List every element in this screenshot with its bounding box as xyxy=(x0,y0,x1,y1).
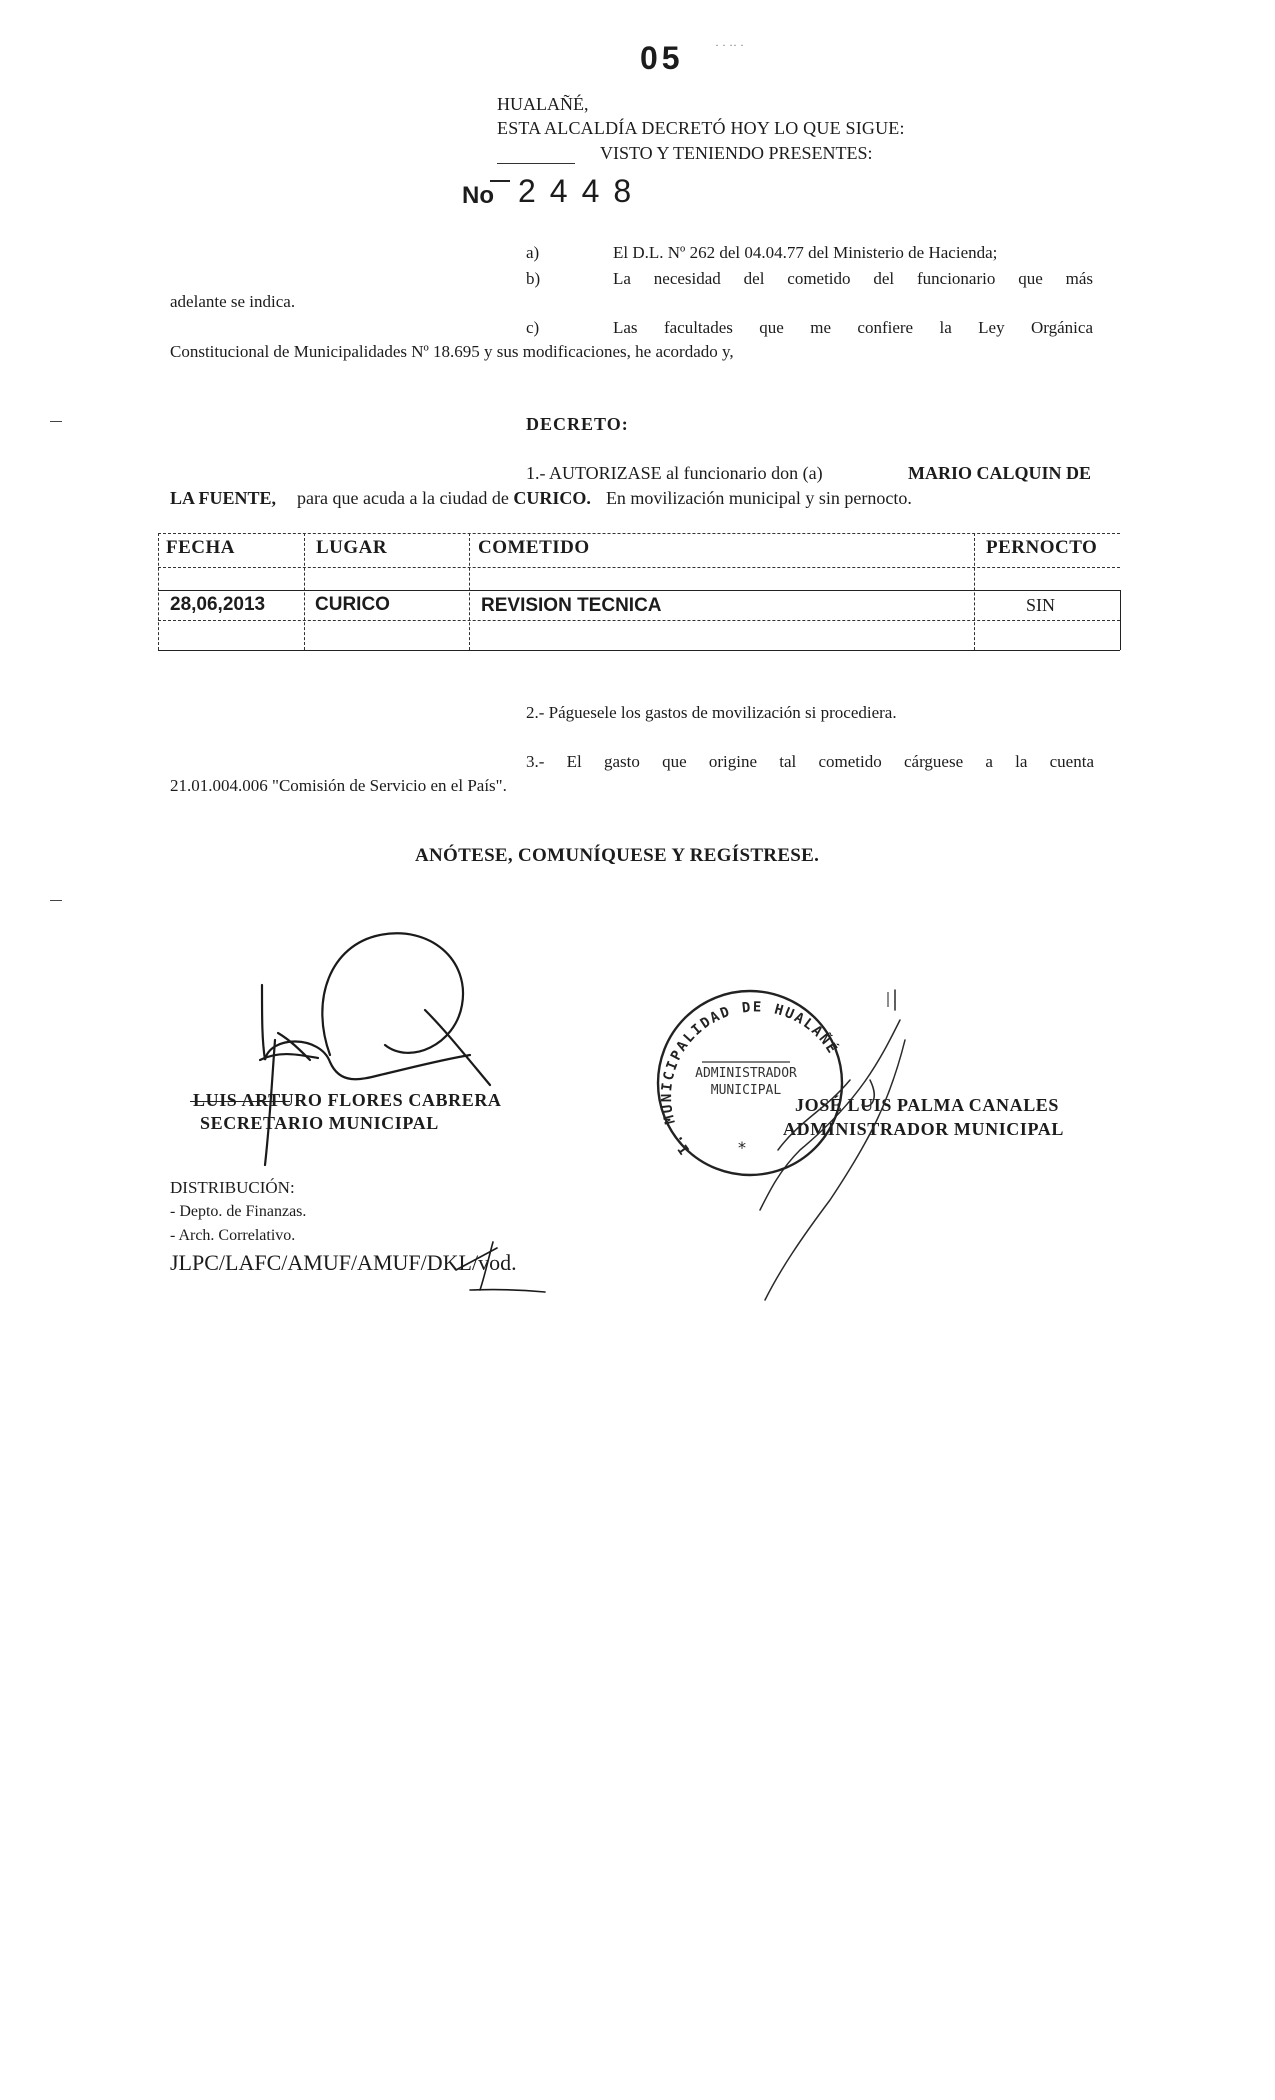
table-cell-pernocto: SIN xyxy=(1026,595,1056,615)
stamp-number: 05 xyxy=(640,40,684,76)
left-signatory-title: SECRETARIO MUNICIPAL xyxy=(200,1113,439,1133)
table-cell-lugar: CURICO xyxy=(315,594,390,615)
visto-b-line2: adelante se indica. xyxy=(170,292,296,311)
seal-star-icon: * xyxy=(738,1138,746,1157)
decreto-p3-line1: 3.- El gasto que origine tal cometido cárguese a la cuenta xyxy=(526,752,1094,771)
column-header-pernocto: PERNOCTO xyxy=(986,537,1098,558)
visto-c-line2: Constitucional de Municipalidades Nº 18.695 y sus modificaciones, he acordado y, xyxy=(170,342,734,361)
right-signature xyxy=(760,990,905,1300)
decreto-p1-mid: para que acuda a la ciudad de xyxy=(297,488,509,508)
decreto-p2: 2.- Páguesele los gastos de movilización si procediera. xyxy=(526,703,897,722)
decreto-p1-tail: En movilización municipal y sin pernocto. xyxy=(605,488,912,508)
table-cell-fecha: 28,06,2013 xyxy=(170,594,266,615)
visto-c-line1: Las facultades que me confiere la Ley Orgánica xyxy=(613,318,1093,337)
table-cell-cometido: REVISION TECNICA xyxy=(481,595,662,616)
seal-outer-text: I. MUNICIPALIDAD DE HUALAÑÉ xyxy=(659,999,841,1158)
city-name: HUALAÑÉ, xyxy=(497,94,589,114)
visto-a-text: El D.L. Nº 262 del 04.04.77 del Ministerio de Hacienda; xyxy=(613,243,998,262)
visto-c-label: c) xyxy=(526,318,540,337)
distribution-item-1: - Depto. de Finanzas. xyxy=(170,1203,307,1220)
visto-heading: VISTO Y TENIENDO PRESENTES: xyxy=(600,143,873,163)
distribution-initials: JLPC/LAFC/AMUF/AMUF/DKL/vod. xyxy=(170,1250,517,1275)
visto-b-label: b) xyxy=(526,269,541,288)
right-signatory-name: JOSÉ LUIS PALMA CANALES xyxy=(795,1095,1060,1115)
funcionario-name-2: LA FUENTE, xyxy=(170,488,277,508)
preamble: ESTA ALCALDÍA DECRETÓ HOY LO QUE SIGUE: xyxy=(497,118,905,138)
decree-number: 2448 xyxy=(518,173,646,209)
column-header-cometido: COMETIDO xyxy=(478,537,590,558)
funcionario-name: MARIO CALQUIN DE xyxy=(907,463,1091,483)
visto-b-line1: La necesidad del cometido del funcionario que más xyxy=(613,269,1093,288)
stamp-marks: · · ·· · xyxy=(715,38,744,52)
column-header-fecha: FECHA xyxy=(166,537,235,558)
right-signatory-title: ADMINISTRADOR MUNICIPAL xyxy=(783,1119,1064,1139)
decreto-heading: DECRETO: xyxy=(526,414,629,434)
decreto-p1-lead: 1.- AUTORIZASE al funcionario don (a) xyxy=(526,463,823,483)
left-signatory-name: LUIS ARTURO FLORES CABRERA xyxy=(193,1090,502,1110)
decreto-p3-line2: 21.01.004.006 "Comisión de Servicio en el País". xyxy=(170,776,507,795)
left-signature xyxy=(260,933,490,1165)
decree-prefix: No xyxy=(462,182,494,209)
distribution-item-2: - Arch. Correlativo. xyxy=(170,1227,296,1244)
closing-formula: ANÓTESE, COMUNÍQUESE Y REGÍSTRESE. xyxy=(415,845,820,866)
column-header-lugar: LUGAR xyxy=(316,537,388,558)
seal-line-2: MUNICIPAL xyxy=(710,1083,782,1098)
destination-city: CURICO. xyxy=(513,488,591,508)
municipal-seal xyxy=(658,991,842,1175)
distribution-heading: DISTRIBUCIÓN: xyxy=(170,1178,295,1197)
visto-a-label: a) xyxy=(526,243,540,262)
seal-line-1: ADMINISTRADOR xyxy=(695,1066,797,1081)
